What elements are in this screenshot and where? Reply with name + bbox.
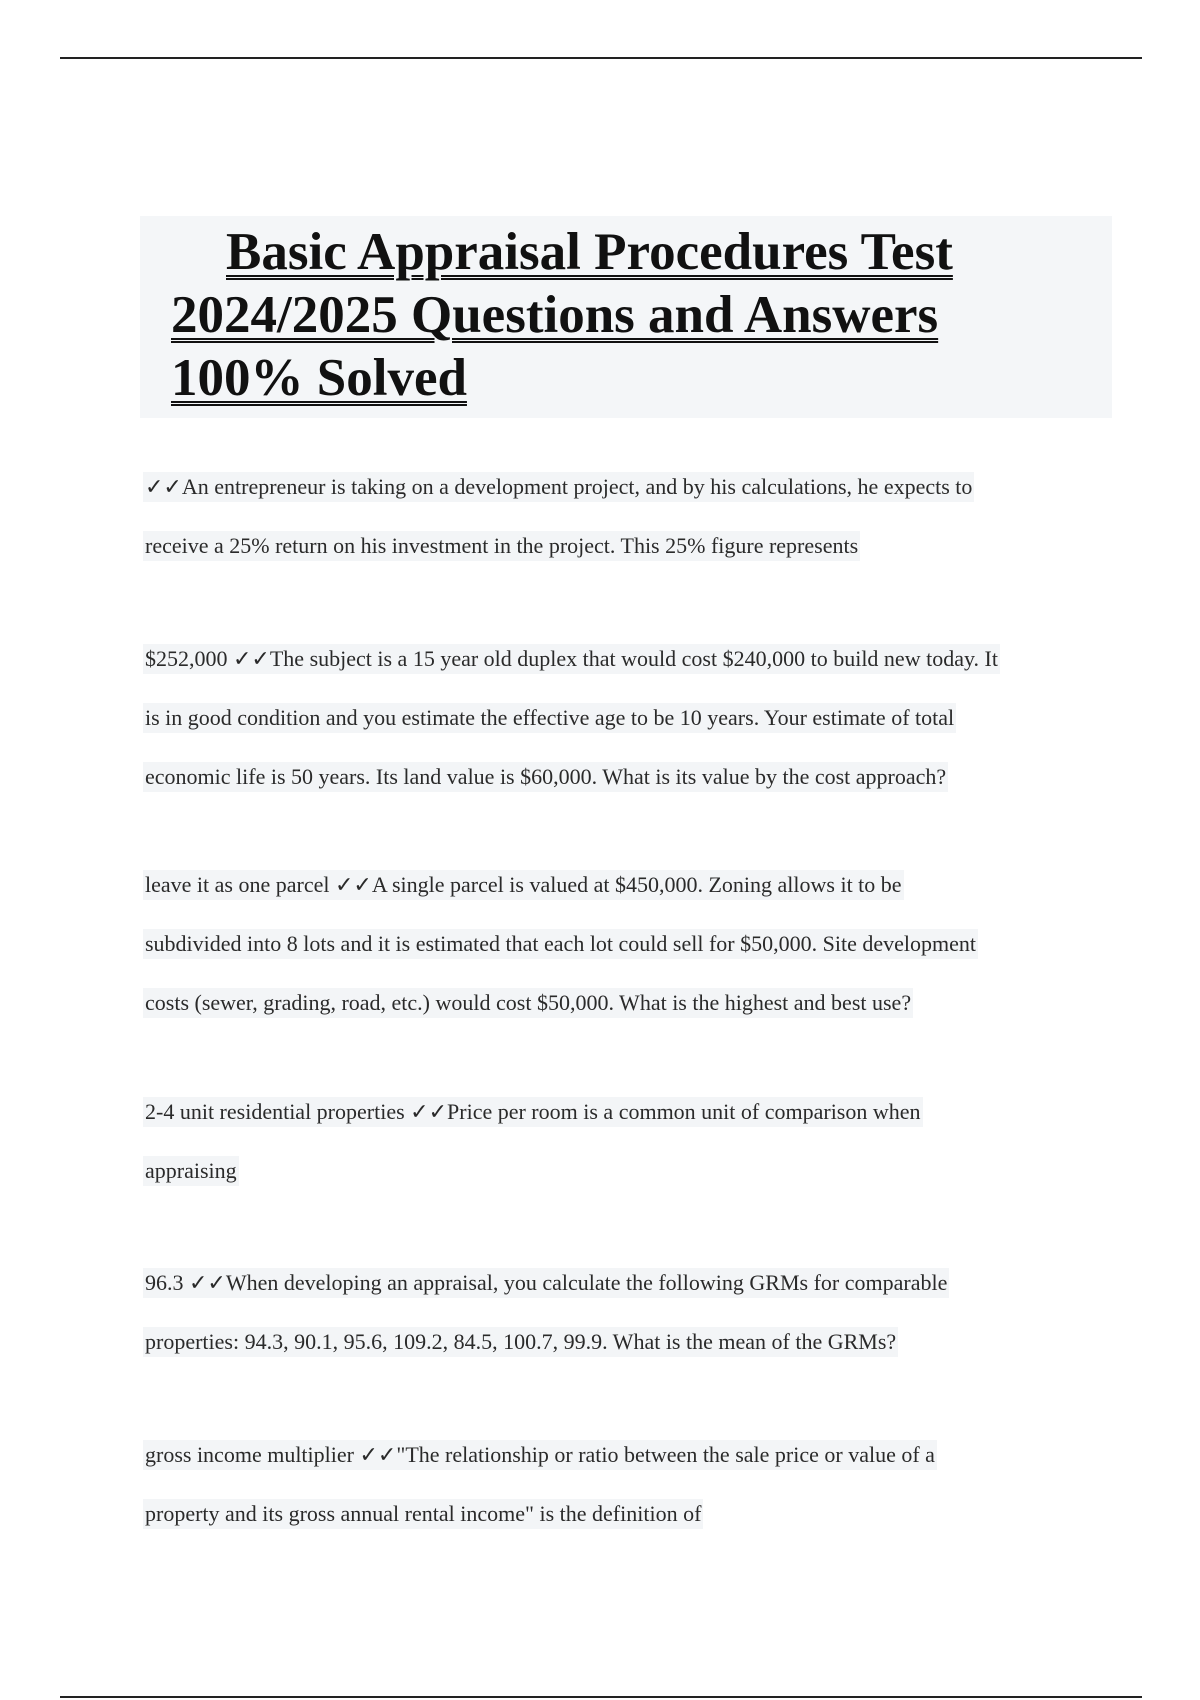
header-rule	[60, 57, 1142, 59]
qa-line: economic life is 50 years. Its land value is $60,000. What is its value by the cost approach?	[143, 762, 948, 792]
qa-line: $252,000 ✓✓The subject is a 15 year old duplex that would cost $240,000 to build new today. It	[143, 644, 1000, 674]
qa-line: property and its gross annual rental income" is the definition of	[143, 1499, 703, 1529]
qa-line: 96.3 ✓✓When developing an appraisal, you calculate the following GRMs for comparable	[143, 1268, 949, 1298]
qa-line: receive a 25% return on his investment in the project. This 25% figure represents	[143, 531, 860, 561]
qa-line: appraising	[143, 1156, 239, 1186]
document-title-line-1: Basic Appraisal Procedures Test	[226, 223, 953, 281]
document-title-line-2: 2024/2025 Questions and Answers	[171, 286, 939, 344]
qa-line: 2-4 unit residential properties ✓✓Price per room is a common unit of comparison when	[143, 1097, 923, 1127]
footer-rule	[60, 1696, 1142, 1698]
qa-line: ✓✓An entrepreneur is taking on a development project, and by his calculations, he expects to	[143, 472, 974, 502]
qa-line: gross income multiplier ✓✓"The relationship or ratio between the sale price or value of a	[143, 1440, 937, 1470]
qa-line: subdivided into 8 lots and it is estimated that each lot could sell for $50,000. Site development	[143, 929, 978, 959]
qa-line: is in good condition and you estimate the effective age to be 10 years. Your estimate of total	[143, 703, 956, 733]
qa-line: leave it as one parcel ✓✓A single parcel is valued at $450,000. Zoning allows it to be	[143, 870, 904, 900]
qa-line: properties: 94.3, 90.1, 95.6, 109.2, 84.5, 100.7, 99.9. What is the mean of the GRMs?	[143, 1327, 898, 1357]
qa-line: costs (sewer, grading, road, etc.) would cost $50,000. What is the highest and best use?	[143, 988, 913, 1018]
document-title-line-3: 100% Solved	[171, 349, 467, 407]
